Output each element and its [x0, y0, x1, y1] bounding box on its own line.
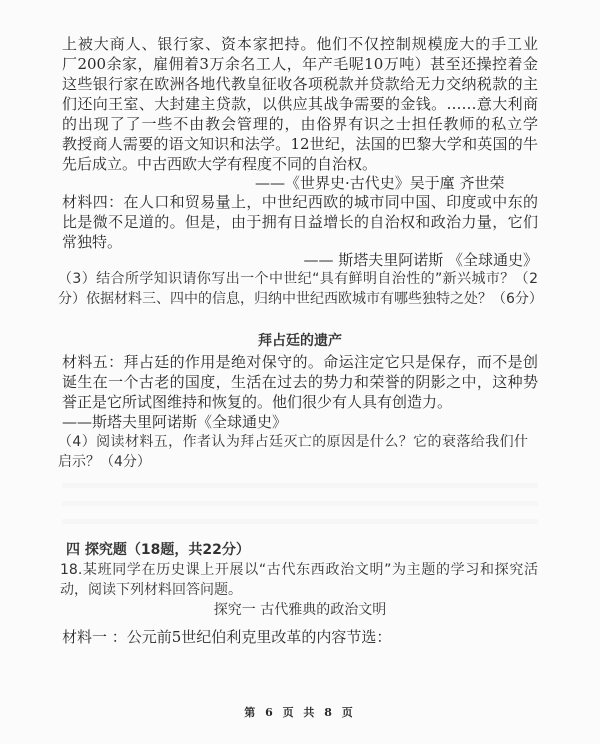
question-3-line: （3）结合所学知识请你写出一个中世纪“具有鲜明自治性的”新兴城市？（2 [58, 271, 538, 287]
material5-line: 誉正是它所试图维持和恢复的。他们很少有人具有创造力。 [62, 393, 453, 411]
material5-line: 诞生在一个古老的国度，生活在过去的势力和荣誉的阴影之中，这种势 [62, 373, 538, 391]
source-citation: —— 斯塔夫里阿诺斯 《全球通史》 [303, 251, 538, 269]
question-18-line: 动，阅读下列材料回答问题。 [60, 582, 242, 598]
source-citation: ——《世界史·古代史》吴于廑 齐世荣 [255, 174, 505, 192]
material4-line: 比是微不足道的。但是，由于拥有日益增长的自治权和政治力量，它们 [62, 213, 538, 231]
text-line: 先后成立。中古西欧大学有程度不同的自治权。 [62, 155, 378, 173]
text-line: 们还向王室、大封建主贷款，以供应其战争需要的金钱。……意大利商 [62, 95, 538, 113]
material4-line: 常独特。 [62, 233, 123, 251]
material1-intro: 材料一 ：公元前5世纪伯利克里改革的内容节选： [62, 628, 392, 646]
question-3-line: 分）依据材料三、四中的信息，归纳中世纪西欧城市有哪些独特之处？（6分） [58, 291, 543, 307]
bleed-through [62, 470, 538, 530]
question-18-line: 18.某班同学在历史课上开展以“古代东西政治文明”为主题的学习和探究活 [60, 562, 538, 578]
question-4-line: 启示？（4分） [58, 454, 151, 470]
text-line: 上被大商人、银行家、资本家把持。他们不仅控制规模庞大的手工业 [62, 35, 538, 53]
section-heading: 四 探究题（18题，共22分） [66, 542, 250, 558]
material5-line: 材料五：拜占廷的作用是绝对保守的。命运注定它只是保存，而不是创 [62, 353, 538, 371]
text-line: 教授商人需要的语文知识和法学。12世纪，法国的巴黎大学和英国的牛 [62, 135, 538, 153]
text-line: 这些银行家在欧洲各地代教皇征收各项税款并贷款给无力交纳税款的主 [62, 75, 538, 93]
text-line: 厂200余家，雇佣着3万余名工人，年产毛呢10万吨）甚至还操控着金 [62, 55, 538, 73]
subsection-title: 探究一 古代雅典的政治文明 [213, 602, 387, 618]
question-4-line: （4）阅读材料五，作者认为拜占廷灭亡的原因是什么？它的衰落给我们什 [58, 434, 528, 450]
page-number: 第 6 页 共 8 页 [244, 706, 356, 719]
text-line: 的出现了了一些不由教会管理的，由俗界有识之士担任教师的私立学 [62, 115, 538, 133]
section-title: 拜占廷的遗产 [258, 333, 342, 349]
source-citation: ——斯塔夫里阿诺斯《全球通史》 [62, 413, 288, 431]
material4-line: 材料四：在人口和贸易量上，中世纪西欧的城市同中国、印度或中东的 [62, 193, 538, 211]
